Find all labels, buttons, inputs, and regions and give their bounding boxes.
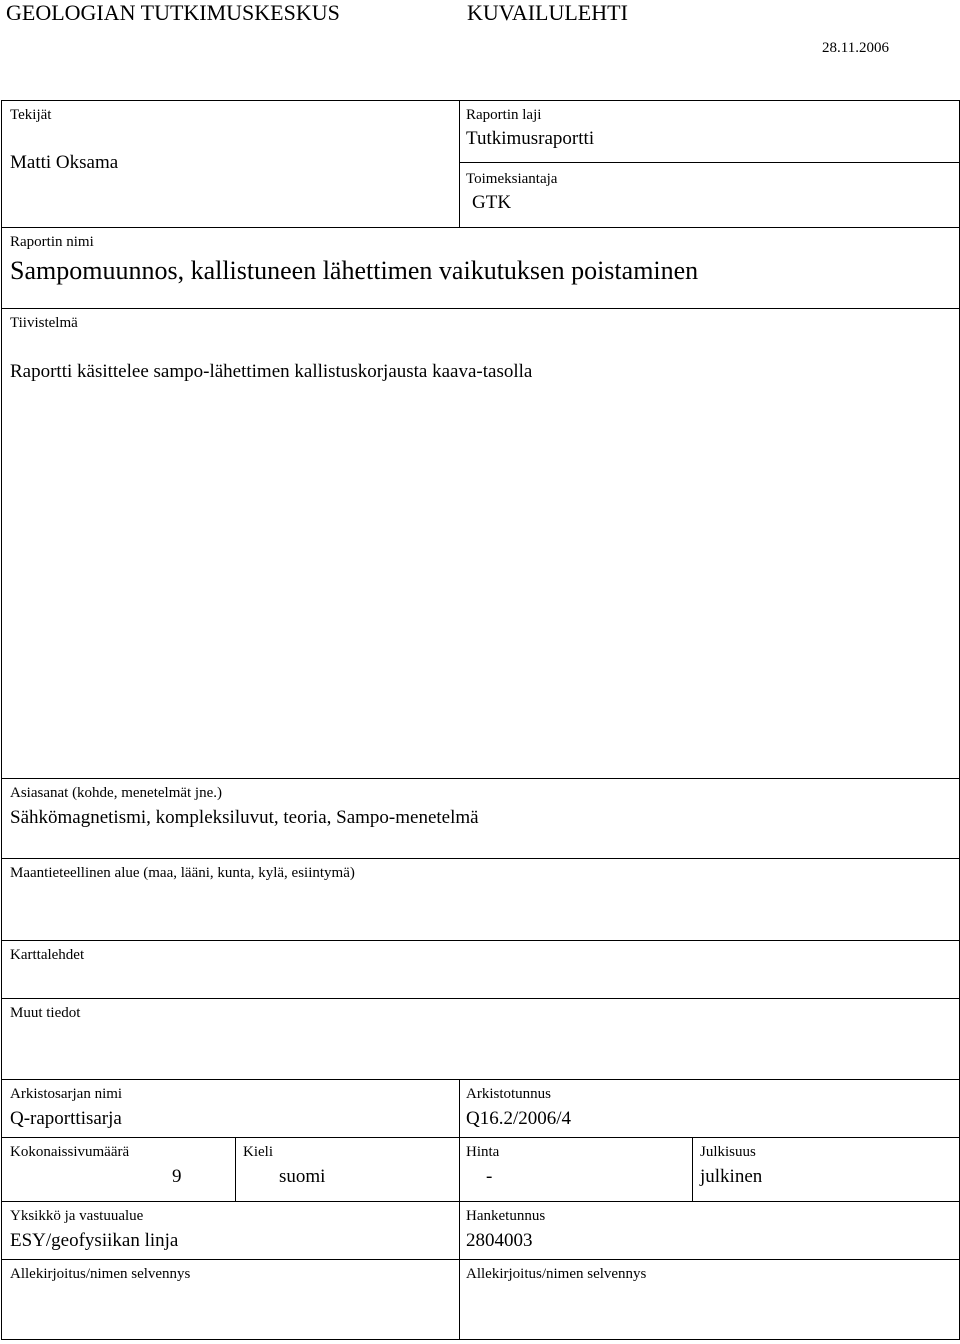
divider-archive xyxy=(1,1079,960,1080)
authors-label: Tekijät xyxy=(10,107,52,123)
report-type-label: Raportin laji xyxy=(466,107,542,123)
commissioner-value: GTK xyxy=(472,192,512,213)
divider-unit xyxy=(1,1201,960,1202)
organization-name: GEOLOGIAN TUTKIMUSKESKUS xyxy=(6,0,340,25)
project-code-label: Hanketunnus xyxy=(466,1208,546,1224)
divider-pages xyxy=(1,1137,960,1138)
divider-abstract xyxy=(1,308,960,309)
price-value: - xyxy=(486,1166,493,1187)
price-label: Hinta xyxy=(466,1144,500,1160)
publicity-value: julkinen xyxy=(700,1166,763,1187)
divider-keywords xyxy=(1,778,960,779)
project-code-value: 2804003 xyxy=(466,1230,533,1251)
other-info-label: Muut tiedot xyxy=(10,1005,81,1021)
publicity-label: Julkisuus xyxy=(700,1144,756,1160)
keywords-label: Asiasanat (kohde, menetelmät jne.) xyxy=(10,785,223,801)
authors-value: Matti Oksama xyxy=(10,152,119,173)
report-type-value: Tutkimusraportti xyxy=(466,128,595,149)
divider-map-sheets xyxy=(1,940,960,941)
divider-signature xyxy=(1,1259,960,1260)
unit-label: Yksikkö ja vastuualue xyxy=(10,1208,144,1224)
page-count-label: Kokonaissivumäärä xyxy=(10,1144,130,1160)
abstract-label: Tiivistelmä xyxy=(10,315,78,331)
archive-code-value: Q16.2/2006/4 xyxy=(466,1108,572,1129)
signature-left-label: Allekirjoitus/nimen selvennys xyxy=(10,1266,191,1282)
divider-type-commissioner xyxy=(459,162,960,163)
keywords-value: Sähkömagnetismi, kompleksiluvut, teoria, Sampo-menetelmä xyxy=(10,807,479,828)
report-name-value: Sampomuunnos, kallistuneen lähettimen vaikutuksen poistaminen xyxy=(10,256,699,285)
commissioner-label: Toimeksiantaja xyxy=(466,171,558,187)
vertical-divider-publicity xyxy=(692,1137,693,1201)
page-count-value: 9 xyxy=(172,1166,182,1187)
divider-title xyxy=(1,227,960,228)
unit-value: ESY/geofysiikan linja xyxy=(10,1230,179,1251)
language-value: suomi xyxy=(279,1166,326,1187)
region-label: Maantieteellinen alue (maa, lääni, kunta, kylä, esiintymä) xyxy=(10,865,355,881)
archive-code-label: Arkistotunnus xyxy=(466,1086,552,1102)
report-name-label: Raportin nimi xyxy=(10,234,94,250)
vertical-divider-language xyxy=(235,1137,236,1201)
vertical-divider-top xyxy=(459,100,460,228)
divider-region xyxy=(1,858,960,859)
archive-series-label: Arkistosarjan nimi xyxy=(10,1086,123,1102)
language-label: Kieli xyxy=(243,1144,273,1160)
abstract-value: Raportti käsittelee sampo-lähettimen kallistuskorjausta kaava-tasolla xyxy=(10,361,533,382)
map-sheets-label: Karttalehdet xyxy=(10,947,85,963)
signature-right-label: Allekirjoitus/nimen selvennys xyxy=(466,1266,647,1282)
archive-series-value: Q-raporttisarja xyxy=(10,1108,122,1129)
vertical-divider-bottom xyxy=(459,1079,460,1340)
divider-other-info xyxy=(1,998,960,999)
form-date: 28.11.2006 xyxy=(822,40,889,56)
form-title: KUVAILULEHTI xyxy=(467,0,628,25)
